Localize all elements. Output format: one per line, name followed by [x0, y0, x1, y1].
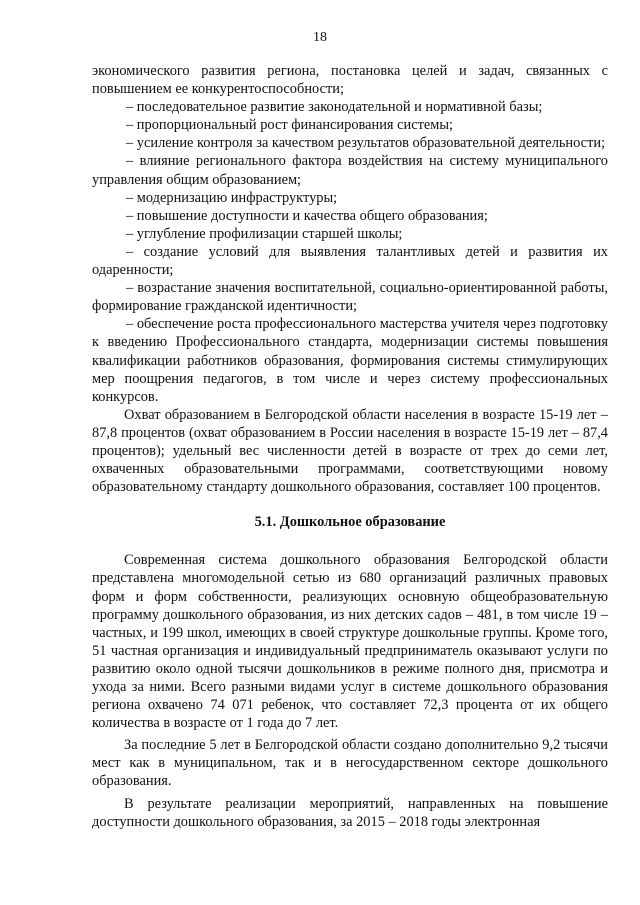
list-item: – углубление профилизации старшей школы;: [126, 225, 403, 242]
list-item: – последовательное развитие законодательной и нормативной базы;: [126, 99, 543, 116]
page-number: 18: [313, 30, 327, 45]
section-heading: 5.1. Дошкольное образование: [254, 514, 446, 531]
list-item: – модернизацию инфраструктуры;: [126, 189, 338, 206]
paragraph: Современная система дошкольного образования Белгородской области представлена многомодельной сетью из 680 организаций различных правовых форм и форм собственности, реализующих основную общеобразовательную программу дошкольного образования, из них детских садов – 481, в том числе 19 – частных, и 199 школ, имеющих в своей структуре дошкольные группы. Кроме того, 51 частная организация и индивидуальный предприниматель оказывают услуги по развитию около одной тысячи дошкольников в режиме полного дня, присмотра и ухода за ними. Всего разными видами услуг в системе дошкольного образования региона охвачено 74 071 ребенок, что составляет 72,3 процента от их общего количества в возрасте от 1 года до 7 лет.: [92, 552, 608, 732]
paragraph: Охват образованием в Белгородской области населения в возрасте 15-19 лет – 87,8 процентов (охват образованием в России населения в возрасте 15-19 лет – 87,4 процентов); удельный вес численности детей в возрасте от трех до семи лет, охваченных образовательными программами, соответствующими новому образовательному стандарту дошкольного образования, составляет 100 процентов.: [92, 406, 608, 496]
list-item: – усиление контроля за качеством результатов образовательной деятельности;: [126, 135, 606, 152]
list-item: – пропорциональный рост финансирования системы;: [126, 117, 454, 134]
list-item: – влияние регионального фактора воздействия на систему муниципального управления общим образованием;: [92, 153, 608, 188]
list-item: – повышение доступности и качества общего образования;: [126, 207, 488, 224]
list-item: – обеспечение роста профессионального мастерства учителя через подготовку к введению Профессионального стандарта, модернизации системы повышения квалификации работников образования, формирования системы стимулирующих мер поощрения педагогов, в том числе и через систему профессиональных конкурсов.: [92, 316, 608, 405]
paragraph: За последние 5 лет в Белгородской области создано дополнительно 9,2 тысячи мест как в муниципальном, так и в негосударственном секторе дошкольного образования.: [92, 737, 608, 790]
paragraph-continuation: экономического развития региона, постановка целей и задач, связанных с повышением ее конкурентоспособности;: [92, 63, 608, 98]
list-item: – возрастание значения воспитательной, социально-ориентированной работы, формирование гражданской идентичности;: [92, 280, 608, 315]
list-item: – создание условий для выявления талантливых детей и развития их одаренности;: [92, 243, 608, 279]
paragraph: В результате реализации мероприятий, направленных на повышение доступности дошкольного образования, за 2015 – 2018 годы электронная: [92, 795, 608, 830]
document-body: [92, 62, 608, 831]
